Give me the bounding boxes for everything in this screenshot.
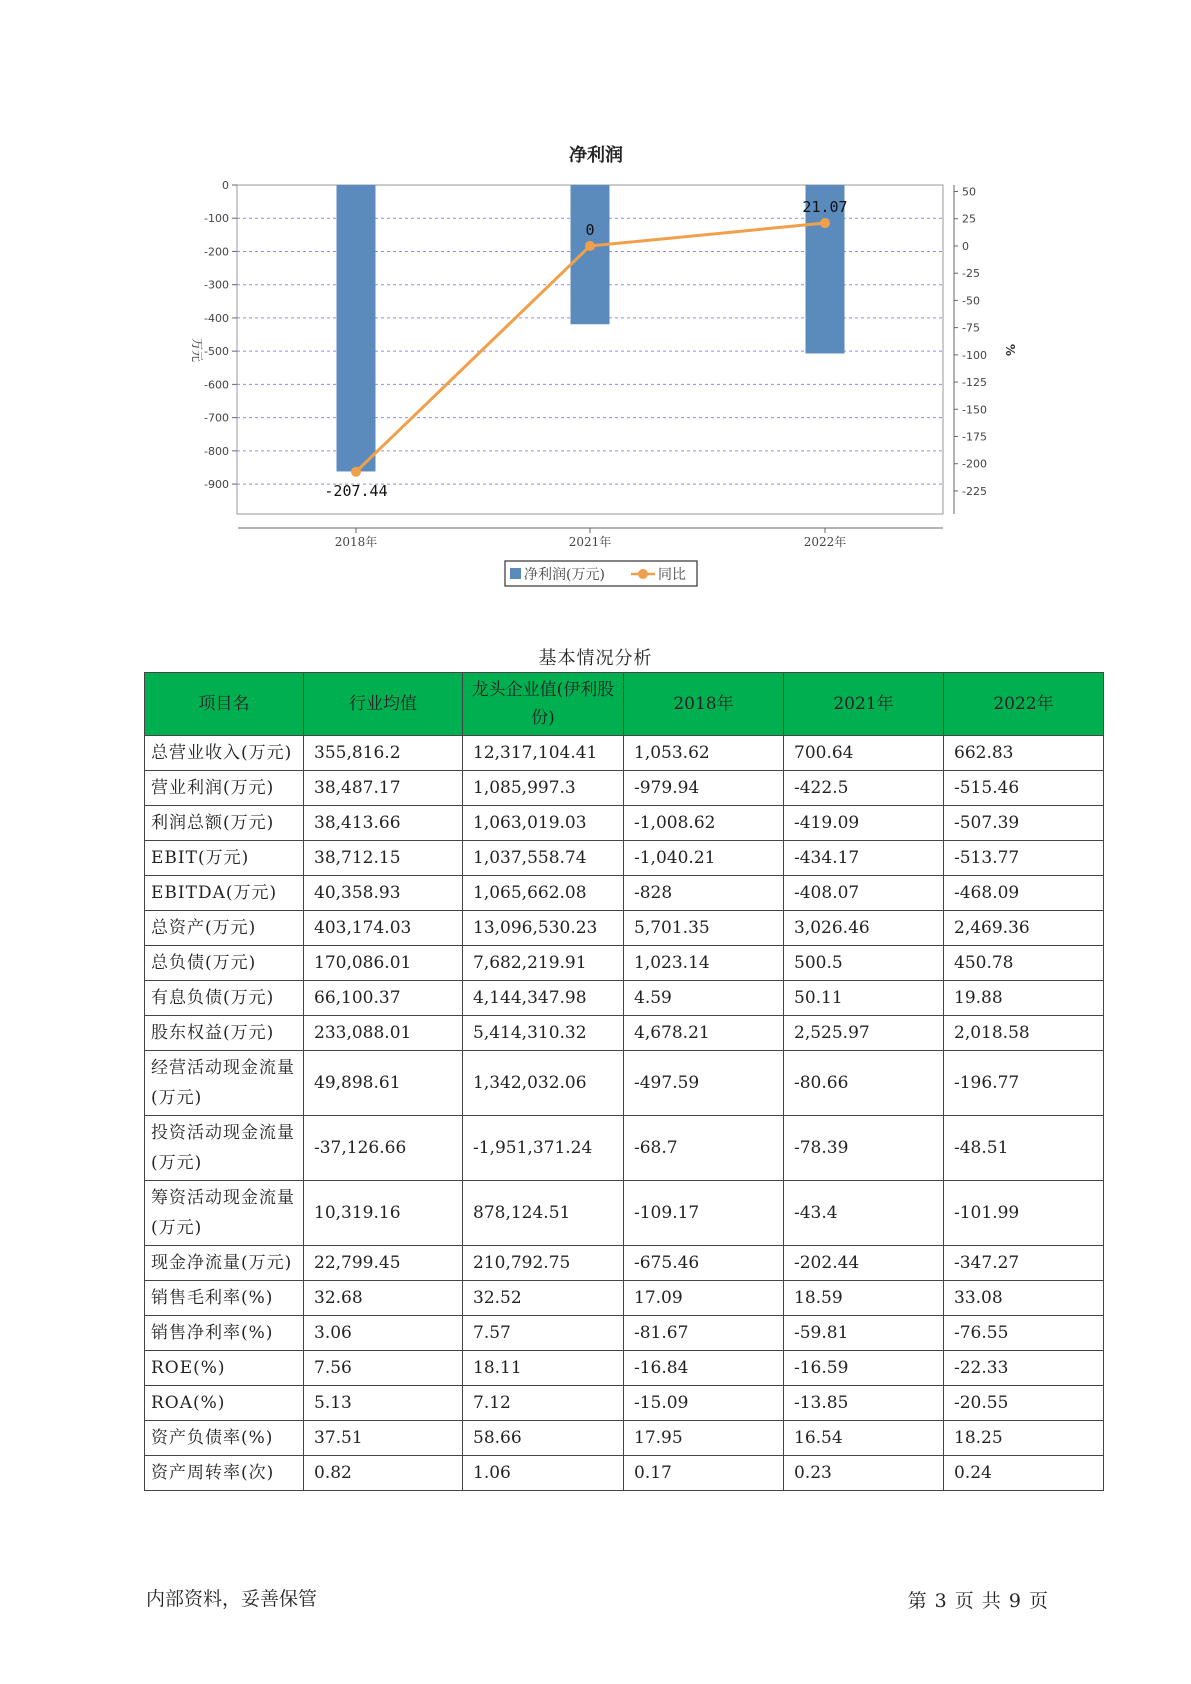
value-cell: 7.12	[463, 1386, 624, 1421]
y-tick-label: 0	[222, 179, 229, 192]
row-label-cell: 销售毛利率(%)	[145, 1281, 304, 1316]
legend-marker-yoy	[638, 569, 648, 579]
table-row	[145, 1246, 1104, 1281]
value-cell: 1.06	[463, 1456, 624, 1491]
value-cell: 66,100.37	[304, 981, 463, 1016]
value-cell: 450.78	[944, 946, 1104, 981]
header-cell: 2021年	[784, 673, 944, 736]
value-cell: 5,701.35	[624, 911, 784, 946]
value-cell: 170,086.01	[304, 946, 463, 981]
value-cell: -43.4	[784, 1181, 944, 1246]
value-cell: -101.99	[944, 1181, 1104, 1246]
row-label-cell: 投资活动现金流量(万元)	[145, 1116, 304, 1181]
value-cell: 1,085,997.3	[463, 771, 624, 806]
value-cell: 40,358.93	[304, 876, 463, 911]
header-cell: 2022年	[944, 673, 1104, 736]
header-cell: 行业均值	[304, 673, 463, 736]
y2-tick-label: 50	[962, 185, 976, 199]
bar-net-profit	[337, 185, 376, 471]
value-cell: -1,008.62	[624, 806, 784, 841]
row-label-cell: 总资产(万元)	[145, 911, 304, 946]
y2-tick-label: -50	[962, 294, 980, 308]
value-cell: 32.52	[463, 1281, 624, 1316]
value-cell: 50.11	[784, 981, 944, 1016]
y2-tick-label: -175	[962, 430, 987, 444]
value-cell: 0.82	[304, 1456, 463, 1491]
table-title: 基本情况分析	[538, 648, 653, 669]
value-cell: -109.17	[624, 1181, 784, 1246]
table-row	[145, 1386, 1104, 1421]
value-cell: 7.56	[304, 1351, 463, 1386]
footer-page-number: 第 3 页 共 9 页	[907, 1590, 1049, 1612]
y2-axis-label: %	[1003, 343, 1017, 357]
row-label-cell: EBIT(万元)	[145, 841, 304, 876]
y2-tick-label: 25	[962, 212, 976, 226]
header-cell: 龙头企业值(伊利股份)	[463, 673, 624, 736]
value-cell: -422.5	[784, 771, 944, 806]
table-row	[145, 736, 1104, 771]
row-label-cell: 有息负债(万元)	[145, 981, 304, 1016]
table-row	[145, 1316, 1104, 1351]
value-cell: 32.68	[304, 1281, 463, 1316]
value-cell: -507.39	[944, 806, 1104, 841]
value-cell: 403,174.03	[304, 911, 463, 946]
y-tick-label: -600	[204, 378, 229, 392]
table-row	[145, 876, 1104, 911]
table-row	[145, 1456, 1104, 1491]
row-label-cell: 资产周转率(次)	[145, 1456, 304, 1491]
table-row	[145, 1281, 1104, 1316]
value-cell: -828	[624, 876, 784, 911]
bar-net-profit	[571, 185, 610, 324]
value-cell: 662.83	[944, 736, 1104, 771]
table-row	[145, 1016, 1104, 1051]
value-cell: 38,413.66	[304, 806, 463, 841]
value-cell: 3,026.46	[784, 911, 944, 946]
row-label-cell: 总负债(万元)	[145, 946, 304, 981]
value-cell: -515.46	[944, 771, 1104, 806]
value-cell: -76.55	[944, 1316, 1104, 1351]
row-label-cell: 股东权益(万元)	[145, 1016, 304, 1051]
line-point-yoy	[351, 467, 361, 477]
x-tick-label: 2022年	[803, 535, 847, 549]
table-row	[145, 1051, 1104, 1116]
value-cell: 1,342,032.06	[463, 1051, 624, 1116]
table-row	[145, 1181, 1104, 1246]
legend-label-net-profit: 净利润(万元)	[524, 567, 605, 583]
value-cell: 10,319.16	[304, 1181, 463, 1246]
value-cell: 2,469.36	[944, 911, 1104, 946]
data-label-yoy: 0	[585, 220, 595, 239]
legend-label-yoy: 同比	[658, 567, 686, 583]
value-cell: 4,678.21	[624, 1016, 784, 1051]
row-label-cell: 筹资活动现金流量(万元)	[145, 1181, 304, 1246]
net-profit-chart	[0, 0, 1191, 620]
value-cell: 12,317,104.41	[463, 736, 624, 771]
row-label-cell: EBITDA(万元)	[145, 876, 304, 911]
value-cell: -81.67	[624, 1316, 784, 1351]
y-tick-label: -500	[204, 345, 229, 359]
line-point-yoy	[585, 241, 595, 251]
header-cell: 2018年	[624, 673, 784, 736]
value-cell: 5.13	[304, 1386, 463, 1421]
value-cell: 16.54	[784, 1421, 944, 1456]
line-point-yoy	[820, 218, 830, 228]
value-cell: 0.23	[784, 1456, 944, 1491]
value-cell: 18.25	[944, 1421, 1104, 1456]
y2-tick-label: -150	[962, 403, 987, 417]
table-row	[145, 806, 1104, 841]
row-label-cell: 总营业收入(万元)	[145, 736, 304, 771]
value-cell: 33.08	[944, 1281, 1104, 1316]
y-tick-label: -700	[204, 411, 229, 425]
y2-tick-label: 0	[962, 239, 969, 253]
value-cell: 1,065,662.08	[463, 876, 624, 911]
table-row	[145, 981, 1104, 1016]
table-row	[145, 841, 1104, 876]
value-cell: -979.94	[624, 771, 784, 806]
value-cell: 1,037,558.74	[463, 841, 624, 876]
table-row	[145, 1351, 1104, 1386]
value-cell: 5,414,310.32	[463, 1016, 624, 1051]
row-label-cell: 现金净流量(万元)	[145, 1246, 304, 1281]
value-cell: 17.09	[624, 1281, 784, 1316]
value-cell: -80.66	[784, 1051, 944, 1116]
value-cell: -16.59	[784, 1351, 944, 1386]
x-tick-label: 2018年	[334, 535, 378, 549]
value-cell: -347.27	[944, 1246, 1104, 1281]
value-cell: 4,144,347.98	[463, 981, 624, 1016]
data-label-yoy: -207.44	[324, 481, 388, 500]
value-cell: 2,525.97	[784, 1016, 944, 1051]
value-cell: -20.55	[944, 1386, 1104, 1421]
value-cell: 18.11	[463, 1351, 624, 1386]
value-cell: 18.59	[784, 1281, 944, 1316]
table-row	[145, 1421, 1104, 1456]
y-axis-label: 万元	[190, 337, 204, 363]
value-cell: -468.09	[944, 876, 1104, 911]
y2-tick-label: -25	[962, 267, 980, 281]
row-label-cell: 资产负债率(%)	[145, 1421, 304, 1456]
row-label-cell: 销售净利率(%)	[145, 1316, 304, 1351]
value-cell: -419.09	[784, 806, 944, 841]
value-cell: 38,712.15	[304, 841, 463, 876]
value-cell: 49,898.61	[304, 1051, 463, 1116]
y-tick-label: -900	[204, 478, 229, 492]
value-cell: -196.77	[944, 1051, 1104, 1116]
value-cell: 4.59	[624, 981, 784, 1016]
value-cell: 210,792.75	[463, 1246, 624, 1281]
legend-swatch-net-profit	[510, 568, 521, 579]
table-body	[145, 736, 1104, 1491]
y2-tick-label: -100	[962, 348, 987, 362]
value-cell: -513.77	[944, 841, 1104, 876]
value-cell: -59.81	[784, 1316, 944, 1351]
value-cell: 58.66	[463, 1421, 624, 1456]
value-cell: -16.84	[624, 1351, 784, 1386]
y2-tick-label: -75	[962, 321, 980, 335]
value-cell: -13.85	[784, 1386, 944, 1421]
x-tick-label: 2021年	[568, 535, 612, 549]
value-cell: 38,487.17	[304, 771, 463, 806]
value-cell: 3.06	[304, 1316, 463, 1351]
y2-tick-label: -225	[962, 484, 987, 498]
value-cell: 355,816.2	[304, 736, 463, 771]
y-tick-label: -100	[204, 212, 229, 226]
value-cell: -408.07	[784, 876, 944, 911]
value-cell: 700.64	[784, 736, 944, 771]
value-cell: 17.95	[624, 1421, 784, 1456]
row-label-cell: 营业利润(万元)	[145, 771, 304, 806]
value-cell: 2,018.58	[944, 1016, 1104, 1051]
value-cell: -15.09	[624, 1386, 784, 1421]
data-label-yoy: 21.07	[802, 198, 848, 217]
chart-title: 净利润	[569, 145, 623, 166]
y-tick-label: -400	[204, 311, 229, 325]
value-cell: 1,023.14	[624, 946, 784, 981]
value-cell: -434.17	[784, 841, 944, 876]
row-label-cell: ROA(%)	[145, 1386, 304, 1421]
value-cell: -37,126.66	[304, 1116, 463, 1181]
table-row	[145, 771, 1104, 806]
header-cell: 项目名	[145, 673, 304, 736]
basic-analysis-table	[144, 672, 1104, 1491]
value-cell: -68.7	[624, 1116, 784, 1181]
y-tick-label: -200	[204, 245, 229, 259]
y2-tick-label: -125	[962, 376, 987, 390]
value-cell: -1,951,371.24	[463, 1116, 624, 1181]
table-row	[145, 911, 1104, 946]
table-row	[145, 946, 1104, 981]
value-cell: 7.57	[463, 1316, 624, 1351]
value-cell: 878,124.51	[463, 1181, 624, 1246]
value-cell: -48.51	[944, 1116, 1104, 1181]
value-cell: 7,682,219.91	[463, 946, 624, 981]
value-cell: 22,799.45	[304, 1246, 463, 1281]
value-cell: 1,053.62	[624, 736, 784, 771]
value-cell: -78.39	[784, 1116, 944, 1181]
value-cell: -202.44	[784, 1246, 944, 1281]
value-cell: 13,096,530.23	[463, 911, 624, 946]
row-label-cell: 经营活动现金流量(万元)	[145, 1051, 304, 1116]
y-tick-label: -800	[204, 444, 229, 458]
row-label-cell: 利润总额(万元)	[145, 806, 304, 841]
value-cell: -675.46	[624, 1246, 784, 1281]
table-row	[145, 1116, 1104, 1181]
y2-tick-label: -200	[962, 457, 987, 471]
table-header-row	[145, 673, 1104, 736]
value-cell: 19.88	[944, 981, 1104, 1016]
value-cell: 233,088.01	[304, 1016, 463, 1051]
value-cell: 0.17	[624, 1456, 784, 1491]
footer-confidential-note: 内部资料，妥善保管	[146, 1588, 318, 1610]
value-cell: -1,040.21	[624, 841, 784, 876]
y-tick-label: -300	[204, 278, 229, 292]
value-cell: -497.59	[624, 1051, 784, 1116]
value-cell: 37.51	[304, 1421, 463, 1456]
row-label-cell: ROE(%)	[145, 1351, 304, 1386]
value-cell: -22.33	[944, 1351, 1104, 1386]
value-cell: 1,063,019.03	[463, 806, 624, 841]
value-cell: 0.24	[944, 1456, 1104, 1491]
value-cell: 500.5	[784, 946, 944, 981]
